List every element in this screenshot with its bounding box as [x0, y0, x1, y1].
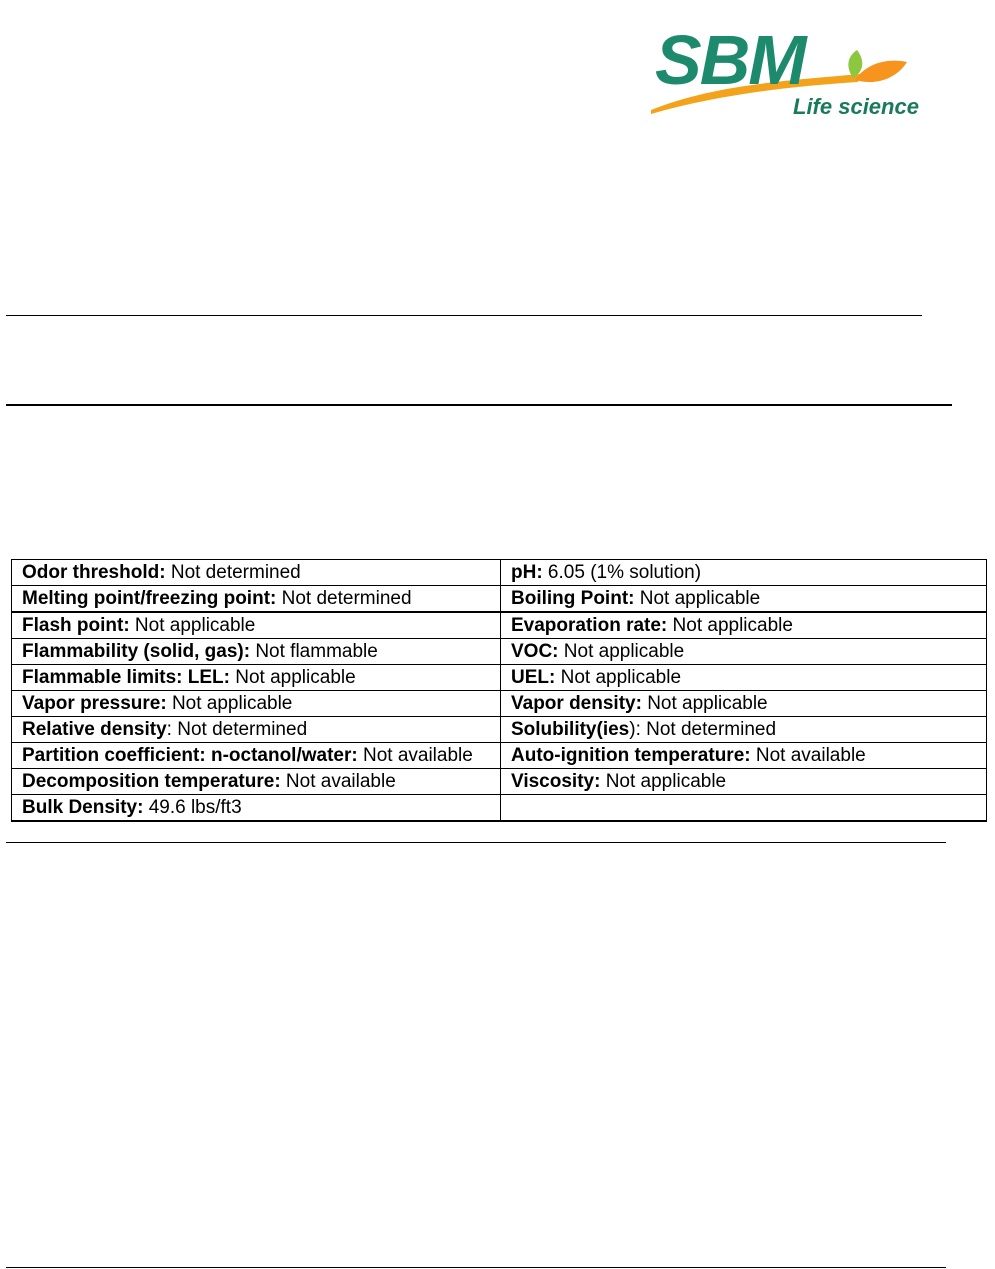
- property-value: Not applicable: [229, 667, 356, 688]
- property-label: pH:: [511, 562, 543, 583]
- table-cell: [501, 743, 987, 769]
- property-value: Not available: [280, 771, 396, 792]
- divider-line: [6, 842, 946, 843]
- property-value: Not determined: [276, 588, 412, 609]
- table-cell: [12, 586, 501, 613]
- table-cell: [501, 691, 987, 717]
- table-row: [12, 769, 987, 795]
- property-value: Not applicable: [558, 641, 685, 662]
- property-label: Partition coefficient: n-octanol/water:: [22, 745, 358, 766]
- logo-leaf-orange: [855, 61, 907, 82]
- table-cell: [12, 717, 501, 743]
- table-cell: [12, 769, 501, 795]
- property-label: Flammability (solid, gas):: [22, 641, 251, 662]
- table-cell: [501, 665, 987, 691]
- property-label: Vapor density:: [511, 693, 642, 714]
- table-row: [12, 665, 987, 691]
- table-cell: [501, 612, 987, 639]
- table-cell: [501, 769, 987, 795]
- table-cell: [12, 743, 501, 769]
- property-value: Not available: [750, 745, 866, 766]
- table-cell: [501, 560, 987, 586]
- property-label: Flash point:: [22, 615, 130, 636]
- property-label: Odor threshold:: [22, 562, 166, 583]
- table-cell-empty: [501, 795, 987, 822]
- property-value: Not flammable: [250, 641, 378, 662]
- property-value: Not applicable: [129, 615, 256, 636]
- table-row: [12, 743, 987, 769]
- property-value: 49.6 lbs/ft3: [143, 797, 242, 818]
- sbm-life-science-logo: [645, 22, 920, 127]
- divider-line: [6, 404, 952, 406]
- table-cell: [501, 639, 987, 665]
- property-label: Decomposition temperature:: [22, 771, 281, 792]
- property-label: UEL:: [511, 667, 556, 688]
- table-cell: [501, 586, 987, 613]
- property-value: Not available: [357, 745, 473, 766]
- property-value: Not applicable: [634, 588, 761, 609]
- property-label: Viscosity:: [511, 771, 601, 792]
- property-value: Not applicable: [667, 615, 793, 636]
- property-label: Bulk Density:: [22, 797, 144, 818]
- table-row: [12, 586, 987, 613]
- divider-line: [6, 315, 922, 316]
- property-label: VOC:: [511, 641, 559, 662]
- property-label: Solubility(ies: [511, 719, 630, 740]
- table-cell: [12, 560, 501, 586]
- property-label: Evaporation rate:: [511, 615, 668, 636]
- property-value: ): Not determined: [629, 719, 777, 740]
- property-value: Not applicable: [166, 693, 293, 714]
- table-row: [12, 691, 987, 717]
- logo-brand-text: SBM: [655, 22, 805, 99]
- property-label: Vapor pressure:: [22, 693, 167, 714]
- properties-table: [11, 559, 987, 822]
- logo-graphic: [645, 22, 920, 127]
- property-value: Not applicable: [555, 667, 682, 688]
- property-label: Relative density: [22, 719, 167, 740]
- property-value: 6.05 (1% solution): [542, 562, 702, 583]
- table-cell: [12, 612, 501, 639]
- logo-tagline: Life science: [793, 94, 919, 119]
- property-value: Not applicable: [641, 693, 768, 714]
- table-cell: [501, 717, 987, 743]
- property-value: : Not determined: [166, 719, 308, 740]
- table-row: [12, 612, 987, 639]
- property-label: Boiling Point:: [511, 588, 635, 609]
- property-label: Melting point/freezing point:: [22, 588, 277, 609]
- property-value: Not applicable: [600, 771, 727, 792]
- table-row: [12, 639, 987, 665]
- table-row: [12, 795, 987, 822]
- table-cell: [12, 691, 501, 717]
- divider-line: [6, 1267, 946, 1268]
- table-row: [12, 560, 987, 586]
- table-cell: [12, 639, 501, 665]
- property-value: Not determined: [165, 562, 301, 583]
- table-cell: [12, 665, 501, 691]
- table-cell: [12, 795, 501, 822]
- table-row: [12, 717, 987, 743]
- property-label: Auto-ignition temperature:: [511, 745, 751, 766]
- property-label: Flammable limits: LEL:: [22, 667, 230, 688]
